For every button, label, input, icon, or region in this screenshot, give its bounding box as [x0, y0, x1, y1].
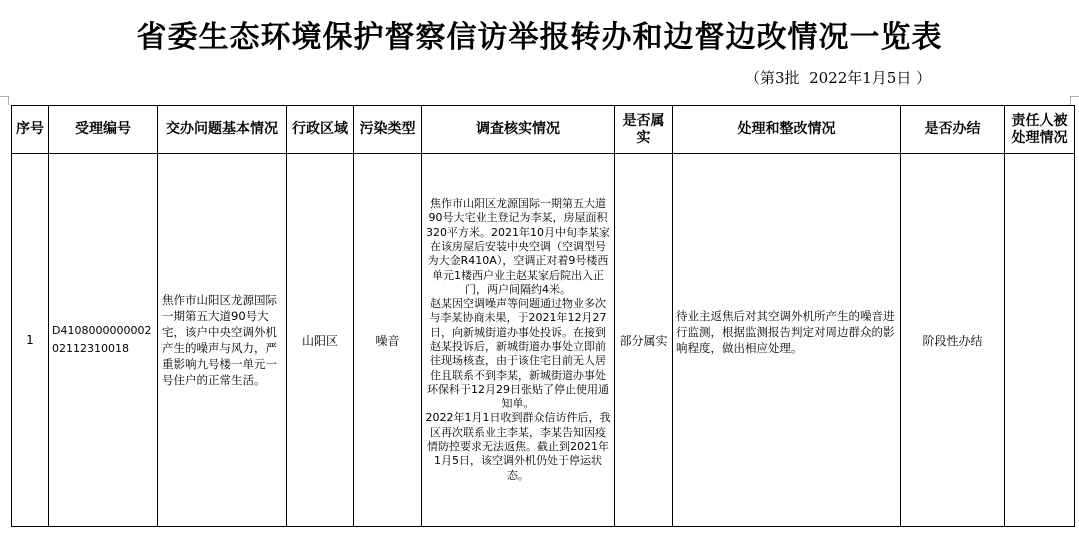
header-pollution-type: 污染类型: [354, 106, 422, 154]
header-verification: 调查核实情况: [422, 106, 615, 154]
cell-is-true: 部分属实: [615, 154, 673, 527]
corner-mark-right: [1070, 96, 1079, 105]
report-table: [11, 105, 1075, 527]
verification-paragraph: 赵某因空调噪声等问题通过物业多次与李某协商未果，于2021年12月27日，向新城街道办事处投诉。在接到赵某投诉后，新城街道办事处立即前往现场核查，由于该住宅目前无人居住且联系不到李某，新城街道办事处环保科于12月29日张贴了停止使用通知单。: [427, 297, 609, 411]
cell-basic-info: 焦作市山阳区龙源国际一期第五大道90号大宅，该户中央空调外机产生的噪声与风力，严重影响九号楼一单元一号住户的正常生活。: [158, 154, 287, 527]
verification-paragraph: 2022年1月1日收到群众信访件后，我区再次联系业主李某，李某告知因疫情防控要求无法返焦。截止到2021年1月5日，该空调外机仍处于停运状态。: [425, 411, 611, 482]
header-is-closed: 是否办结: [901, 106, 1005, 154]
verification-paragraph: 焦作市山阳区龙源国际一期第五大道90号大宅业主登记为李某，房屋面积320平方米。2021年10月中旬李某家在该房屋后安装中央空调（空调型号为大金R410A），空调正对着9号楼西单元1楼西户业主赵某家后院出入正门，两户间隔约4米。: [426, 197, 610, 296]
cell-verification: [422, 154, 615, 527]
cell-code: D410800000000202112310018: [49, 154, 158, 527]
cell-seq: 1: [12, 154, 49, 527]
cell-pollution-type: 噪音: [354, 154, 422, 527]
header-basic-info: 交办问题基本情况: [158, 106, 287, 154]
header-code: 受理编号: [49, 106, 158, 154]
table-header-row: [12, 106, 1075, 154]
cell-accountability: [1005, 154, 1075, 527]
cell-is-closed: 阶段性办结: [901, 154, 1005, 527]
header-seq: 序号: [12, 106, 49, 154]
header-region: 行政区域: [287, 106, 354, 154]
cell-handling: [673, 154, 901, 527]
header-handling: 处理和整改情况: [673, 106, 901, 154]
document-title: 省委生态环境保护督察信访举报转办和边督边改情况一览表: [136, 20, 943, 55]
header-accountability: 责任人被处理情况: [1005, 106, 1075, 154]
batch-date-subtitle: （第3批 2022年1月5日 ）: [745, 69, 932, 87]
cell-region: 山阳区: [287, 154, 354, 527]
handling-text: 待业主返焦后对其空调外机所产生的噪音进行监测，根据监测报告判定对周边群众的影响程度，做出相应处理。: [676, 309, 895, 355]
corner-mark-left: [0, 96, 9, 105]
header-is-true: 是否属实: [615, 106, 673, 154]
table-row: [12, 154, 1075, 527]
